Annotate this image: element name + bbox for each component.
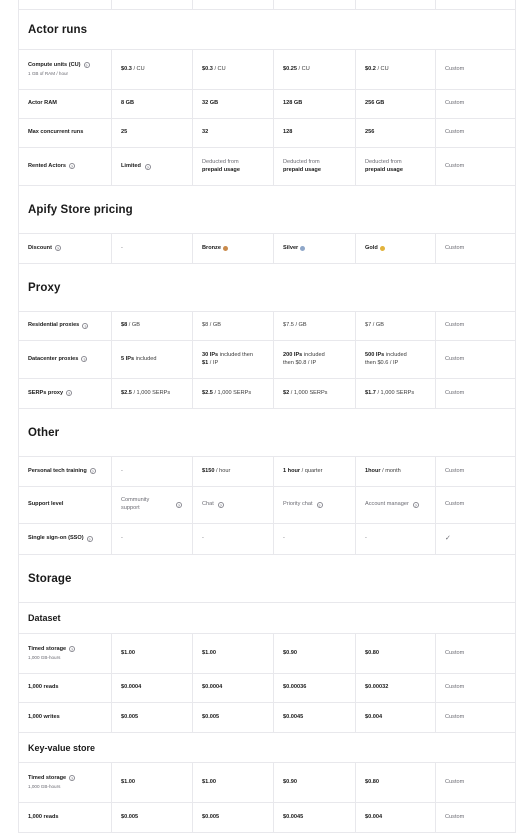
- unit: / CU: [131, 65, 145, 72]
- unit: / GB: [127, 322, 140, 329]
- silver-badge-icon: [300, 246, 305, 251]
- custom-value: Custom: [435, 312, 517, 340]
- section-storage: [18, 555, 516, 603]
- price: then $0.6: [365, 359, 389, 366]
- row-label: Compute units (CU): [28, 61, 81, 68]
- info-icon[interactable]: ?: [84, 323, 87, 329]
- value: Chat: [202, 501, 214, 508]
- price: $0.80: [355, 634, 435, 673]
- unit: / CU: [212, 65, 226, 72]
- table-row-compute-units: [18, 50, 516, 90]
- price: $2.5: [202, 389, 213, 396]
- row-label: Timed storage: [28, 645, 67, 652]
- row-label: 1,000 reads: [28, 813, 59, 820]
- value: -: [273, 524, 355, 554]
- unit: / 1,000 SERPs: [212, 389, 252, 396]
- table-row-serps-proxy: [18, 379, 516, 409]
- value: $8 / GB: [192, 312, 273, 340]
- unit: / hour: [214, 467, 231, 474]
- ip-note: included then: [218, 351, 254, 358]
- unit: / 1,000 SERPs: [375, 389, 415, 396]
- row-sublabel: 1 GB of RAM / hour: [28, 71, 69, 77]
- section-proxy: [18, 264, 516, 312]
- ip-note: included: [384, 351, 407, 358]
- section-other: [18, 409, 516, 457]
- section-title: Other: [28, 426, 60, 439]
- table-row-discount: [18, 234, 516, 264]
- price: $8: [121, 322, 128, 329]
- custom-value: Custom: [435, 703, 517, 732]
- info-icon[interactable]: ?: [177, 503, 181, 508]
- value-line: prepaid usage: [365, 166, 403, 173]
- custom-value: Custom: [435, 487, 517, 523]
- value: $7.5 / GB: [273, 312, 355, 340]
- table-row-dataset-timed-storage: [18, 634, 516, 674]
- price: $0.80: [355, 763, 435, 802]
- row-label: Max concurrent runs: [28, 129, 84, 136]
- info-icon[interactable]: ?: [88, 536, 91, 542]
- price: $0.3: [202, 65, 213, 72]
- price: $0.005: [192, 803, 273, 832]
- value: $7 / GB: [355, 312, 435, 340]
- value: -: [355, 524, 435, 554]
- price: $0.005: [111, 703, 192, 732]
- section-title: Proxy: [28, 281, 61, 294]
- value: 25: [111, 119, 192, 147]
- table-row-datacenter-proxies: [18, 341, 516, 379]
- tier-bronze: Bronze: [202, 244, 221, 251]
- value: -: [192, 524, 273, 554]
- price: $0.00036: [273, 674, 355, 702]
- ip-count: 30 IPs: [202, 351, 219, 358]
- custom-value: Custom: [435, 234, 517, 263]
- info-icon[interactable]: ?: [91, 469, 94, 475]
- section-title: Actor runs: [28, 23, 88, 36]
- quantity: 1 hour: [283, 467, 301, 474]
- ip-count: 500 IPs: [365, 351, 385, 358]
- value: 32: [192, 119, 273, 147]
- custom-value: Custom: [435, 634, 517, 673]
- gold-badge-icon: [380, 246, 385, 251]
- value-line: Deducted from: [365, 158, 402, 165]
- tier-silver: Silver: [283, 244, 299, 251]
- price: $0.0045: [273, 703, 355, 732]
- unit: / 1,000 SERPs: [131, 389, 171, 396]
- table-row-kv-timed-storage: [18, 763, 516, 803]
- table-row-residential-proxies: [18, 312, 516, 341]
- info-icon[interactable]: ?: [67, 391, 71, 397]
- price: then $0.8: [283, 359, 307, 366]
- ip-note: included: [134, 355, 157, 362]
- bronze-badge-icon: [223, 246, 228, 251]
- row-label: Rented Actors: [28, 162, 67, 169]
- value-line: support: [121, 505, 140, 511]
- section-title: Apify Store pricing: [28, 203, 133, 216]
- price: $1.00: [192, 634, 273, 673]
- info-icon[interactable]: ?: [146, 164, 150, 170]
- table-row-dataset-writes: [18, 703, 516, 733]
- value-line: Community: [121, 497, 150, 504]
- row-sublabel: 1,000 GB-hours: [28, 784, 61, 790]
- custom-value: Custom: [435, 457, 517, 486]
- checkmark-icon: ✓: [445, 535, 451, 543]
- row-label: Single sign-on (SSO): [28, 535, 84, 542]
- price: $1.00: [111, 634, 192, 673]
- value: -: [111, 457, 192, 486]
- price: $150: [202, 467, 215, 474]
- row-label: Actor RAM: [28, 100, 57, 107]
- custom-value: Custom: [435, 90, 517, 118]
- info-icon[interactable]: ?: [70, 647, 74, 653]
- unit: / IP: [306, 359, 317, 366]
- value: Limited: [121, 162, 141, 169]
- value: Account manager: [365, 501, 409, 508]
- info-icon[interactable]: ?: [83, 357, 86, 363]
- table-row-dataset-reads: [18, 674, 516, 703]
- info-icon[interactable]: ?: [70, 164, 74, 170]
- row-label: SERPs proxy: [28, 389, 64, 396]
- section-title: Storage: [28, 572, 72, 585]
- row-label: 1,000 reads: [28, 684, 59, 691]
- unit: / 1,000 SERPs: [289, 389, 328, 396]
- tier-gold: Gold: [365, 244, 378, 251]
- quantity: 1hour: [365, 467, 381, 474]
- table-row-max-concurrent-runs: [18, 119, 516, 148]
- info-icon[interactable]: ?: [219, 503, 223, 508]
- row-label: Timed storage: [28, 774, 67, 781]
- value: -: [111, 524, 192, 554]
- section-store-pricing: [18, 186, 516, 234]
- price: $0.0045: [273, 803, 355, 832]
- value: 128 GB: [273, 90, 355, 118]
- price: $0.0004: [192, 674, 273, 702]
- price: $2: [283, 389, 290, 396]
- price: $0.0004: [111, 674, 192, 702]
- value: Priority chat: [283, 501, 313, 508]
- custom-value: Custom: [435, 379, 517, 408]
- value-line: Deducted from: [283, 158, 320, 165]
- price: $0.3: [121, 65, 132, 72]
- price: $0.005: [192, 703, 273, 732]
- info-icon[interactable]: ?: [70, 776, 74, 782]
- row-label: Support level: [28, 501, 64, 508]
- custom-value: Custom: [435, 674, 517, 702]
- table-row-tech-training: [18, 457, 516, 487]
- price: $0.2: [365, 65, 376, 72]
- custom-value: Custom: [435, 763, 517, 802]
- custom-value: Custom: [435, 341, 517, 378]
- table-row-kv-reads: [18, 803, 516, 833]
- price: $1.7: [365, 389, 376, 396]
- value-line: prepaid usage: [202, 166, 240, 173]
- value: 128: [273, 119, 355, 147]
- row-label: 1,000 writes: [28, 713, 60, 720]
- value: 256 GB: [355, 90, 435, 118]
- unit: / CU: [297, 65, 310, 72]
- table-row-sso: [18, 524, 516, 555]
- value-line: Deducted from: [202, 158, 239, 165]
- price: $1: [202, 359, 209, 366]
- subsection-dataset: [18, 603, 516, 634]
- ip-note: included: [302, 351, 325, 358]
- info-icon[interactable]: ?: [414, 503, 418, 508]
- price: $0.004: [355, 803, 435, 832]
- unit: / quarter: [300, 467, 323, 474]
- price: $0.90: [273, 763, 355, 802]
- subsection-title: Dataset: [28, 613, 61, 623]
- price: $0.004: [355, 703, 435, 732]
- price: $0.25: [283, 65, 297, 72]
- table-row-rented-actors: [18, 148, 516, 186]
- info-icon[interactable]: ?: [318, 503, 321, 508]
- row-label: Personal tech training: [28, 467, 87, 474]
- value: 256: [355, 119, 435, 147]
- row-sublabel: 1,000 GB-hours: [28, 655, 61, 661]
- custom-value: Custom: [435, 50, 517, 89]
- info-icon[interactable]: ?: [85, 63, 88, 69]
- price: $0.90: [273, 634, 355, 673]
- value: -: [111, 234, 192, 263]
- value-line: prepaid usage: [283, 166, 321, 173]
- subsection-key-value-store: [18, 733, 516, 763]
- custom-value: Custom: [435, 119, 517, 147]
- price: $0.005: [111, 803, 192, 832]
- section-actor-runs: [18, 10, 516, 50]
- subsection-title: Key-value store: [28, 742, 96, 753]
- table-row-support-level: [18, 487, 516, 524]
- unit: / IP: [208, 359, 219, 366]
- ip-count: 200 IPs: [283, 351, 303, 358]
- table-row-actor-ram: [18, 90, 516, 119]
- price: $1.00: [111, 763, 192, 802]
- row-label: Discount: [28, 244, 52, 251]
- table-row: [18, 0, 516, 10]
- price: $1.00: [192, 763, 273, 802]
- unit: / IP: [388, 359, 399, 366]
- price: $0.00032: [355, 674, 435, 702]
- info-icon[interactable]: ?: [56, 246, 60, 252]
- value: 32 GB: [192, 90, 273, 118]
- value: 8 GB: [111, 90, 192, 118]
- row-label: Residential proxies: [28, 322, 80, 329]
- unit: / month: [380, 467, 401, 474]
- row-label: Datacenter proxies: [28, 355, 79, 362]
- custom-value: Custom: [435, 148, 517, 185]
- price: $2.5: [121, 389, 132, 396]
- unit: / CU: [375, 65, 389, 72]
- ip-count: 5 IPs: [121, 355, 135, 362]
- custom-value: Custom: [435, 803, 517, 832]
